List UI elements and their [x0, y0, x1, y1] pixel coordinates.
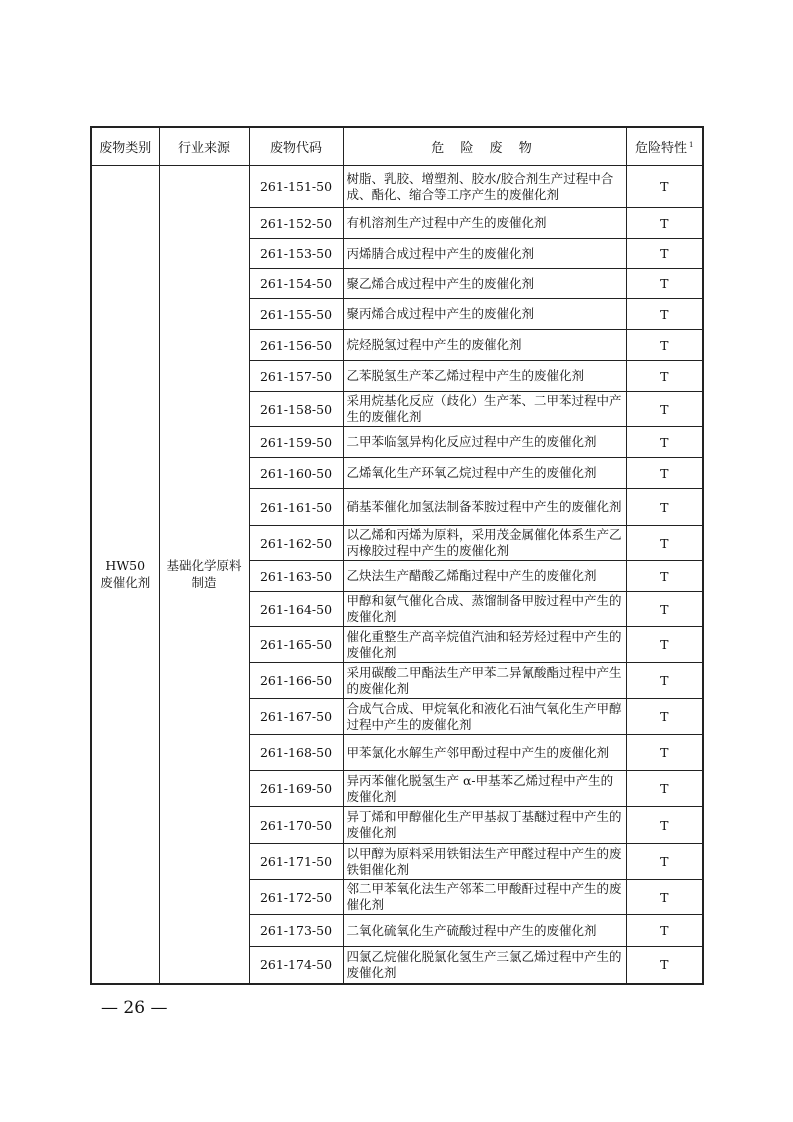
hazardous-waste-table — [90, 126, 704, 985]
waste-code-cell: 261-173-50 — [249, 915, 343, 947]
waste-description-cell: 采用碳酸二甲酯法生产甲苯二异氰酸酯过程中产生的废催化剂 — [343, 663, 626, 699]
waste-code-cell: 261-170-50 — [249, 807, 343, 844]
waste-code-cell: 261-166-50 — [249, 663, 343, 699]
hazard-property-cell: T — [626, 663, 703, 699]
page-number: — 26 — — [101, 998, 168, 1018]
header-hazardous-waste — [343, 127, 626, 166]
hazard-property-cell: T — [626, 458, 703, 489]
waste-code-cell: 261-153-50 — [249, 239, 343, 269]
waste-description-cell: 以甲醇为原料采用铁钼法生产甲醛过程中产生的废铁钼催化剂 — [343, 844, 626, 880]
header-hazard-property-label: 危险特性 — [635, 141, 688, 156]
waste-description-cell: 合成气合成、甲烷氧化和液化石油气氧化生产甲醇过程中产生的废催化剂 — [343, 699, 626, 735]
waste-code-cell: 261-158-50 — [249, 392, 343, 427]
waste-description-cell: 邻二甲苯氧化法生产邻苯二甲酸酐过程中产生的废催化剂 — [343, 880, 626, 915]
waste-code-cell: 261-171-50 — [249, 844, 343, 880]
hazard-property-cell: T — [626, 947, 703, 984]
waste-code-cell: 261-155-50 — [249, 299, 343, 330]
waste-description-cell: 乙炔法生产醋酸乙烯酯过程中产生的废催化剂 — [343, 561, 626, 592]
waste-description-cell: 乙烯氧化生产环氧乙烷过程中产生的废催化剂 — [343, 458, 626, 489]
header-industry-source: 行业来源 — [159, 127, 249, 166]
header-hazard-property — [626, 127, 703, 166]
hazard-property-cell: T — [626, 735, 703, 771]
waste-description-cell: 乙苯脱氢生产苯乙烯过程中产生的废催化剂 — [343, 361, 626, 392]
hazard-property-cell: T — [626, 526, 703, 561]
header-waste-code: 废物代码 — [249, 127, 343, 166]
hazard-property-cell: T — [626, 844, 703, 880]
waste-code-cell: 261-156-50 — [249, 330, 343, 361]
waste-description-cell: 丙烯腈合成过程中产生的废催化剂 — [343, 239, 626, 269]
waste-description-cell: 有机溶剂生产过程中产生的废催化剂 — [343, 208, 626, 239]
waste-description-cell: 烷烃脱氢过程中产生的废催化剂 — [343, 330, 626, 361]
waste-code-cell: 261-169-50 — [249, 771, 343, 807]
waste-description-cell: 聚乙烯合成过程中产生的废催化剂 — [343, 269, 626, 299]
waste-description-cell: 异丙苯催化脱氢生产 α-甲基苯乙烯过程中产生的废催化剂 — [343, 771, 626, 807]
waste-code-cell: 261-152-50 — [249, 208, 343, 239]
hazard-property-cell: T — [626, 208, 703, 239]
waste-description-cell: 二甲苯临氢异构化反应过程中产生的废催化剂 — [343, 427, 626, 458]
waste-code-cell: 261-162-50 — [249, 526, 343, 561]
waste-code-cell: 261-159-50 — [249, 427, 343, 458]
waste-description-cell: 采用烷基化反应（歧化）生产苯、二甲苯过程中产生的废催化剂 — [343, 392, 626, 427]
waste-code-cell: 261-165-50 — [249, 627, 343, 663]
table-header-row — [91, 127, 703, 166]
waste-description-cell: 催化重整生产高辛烷值汽油和轻芳烃过程中产生的废催化剂 — [343, 627, 626, 663]
waste-description-cell: 二氧化硫氧化生产硫酸过程中产生的废催化剂 — [343, 915, 626, 947]
hazard-property-cell: T — [626, 489, 703, 526]
waste-description-cell: 以乙烯和丙烯为原料，采用茂金属催化体系生产乙丙橡胶过程中产生的废催化剂 — [343, 526, 626, 561]
waste-description-cell: 异丁烯和甲醇催化生产甲基叔丁基醚过程中产生的废催化剂 — [343, 807, 626, 844]
waste-code-cell: 261-172-50 — [249, 880, 343, 915]
waste-description-cell: 甲醇和氨气催化合成、蒸馏制备甲胺过程中产生的废催化剂 — [343, 592, 626, 627]
hazard-property-cell: T — [626, 269, 703, 299]
waste-code-cell: 261-168-50 — [249, 735, 343, 771]
industry-name-line2: 制造 — [191, 575, 217, 591]
footnote-marker: 1 — [689, 140, 694, 149]
table-row — [91, 166, 703, 208]
waste-code-cell: 261-154-50 — [249, 269, 343, 299]
waste-description-cell: 甲苯氯化水解生产邻甲酚过程中产生的废催化剂 — [343, 735, 626, 771]
category-code: HW50 — [105, 558, 146, 574]
industry-source-cell — [159, 166, 249, 984]
hazard-property-cell: T — [626, 771, 703, 807]
hazard-property-cell: T — [626, 427, 703, 458]
hazard-property-cell: T — [626, 592, 703, 627]
waste-code-cell: 261-174-50 — [249, 947, 343, 984]
waste-code-cell: 261-163-50 — [249, 561, 343, 592]
waste-category-cell — [91, 166, 159, 984]
waste-code-cell: 261-164-50 — [249, 592, 343, 627]
waste-description-cell: 四氯乙烷催化脱氯化氢生产三氯乙烯过程中产生的废催化剂 — [343, 947, 626, 984]
hazard-property-cell: T — [626, 299, 703, 330]
hazard-property-cell: T — [626, 239, 703, 269]
waste-description-cell: 硝基苯催化加氢法制备苯胺过程中产生的废催化剂 — [343, 489, 626, 526]
hazard-property-cell: T — [626, 699, 703, 735]
waste-code-cell: 261-151-50 — [249, 166, 343, 208]
hazard-property-cell: T — [626, 561, 703, 592]
hazard-property-cell: T — [626, 807, 703, 844]
waste-code-cell: 261-157-50 — [249, 361, 343, 392]
table-body — [91, 166, 703, 984]
hazard-property-cell: T — [626, 166, 703, 208]
waste-code-cell: 261-160-50 — [249, 458, 343, 489]
hazard-property-cell: T — [626, 627, 703, 663]
waste-description-cell: 树脂、乳胶、增塑剂、胶水/胶合剂生产过程中合成、酯化、缩合等工序产生的废催化剂 — [343, 166, 626, 208]
header-hazardous-waste-label: 危 险 废 物 — [431, 141, 538, 156]
hazard-property-cell: T — [626, 915, 703, 947]
hazard-property-cell: T — [626, 880, 703, 915]
industry-name-line1: 基础化学原料 — [166, 558, 242, 574]
hazard-property-cell: T — [626, 392, 703, 427]
header-waste-category: 废物类别 — [91, 127, 159, 166]
waste-code-cell: 261-167-50 — [249, 699, 343, 735]
waste-code-cell: 261-161-50 — [249, 489, 343, 526]
hazard-property-cell: T — [626, 330, 703, 361]
waste-description-cell: 聚丙烯合成过程中产生的废催化剂 — [343, 299, 626, 330]
category-name: 废催化剂 — [100, 575, 151, 591]
hazard-property-cell: T — [626, 361, 703, 392]
